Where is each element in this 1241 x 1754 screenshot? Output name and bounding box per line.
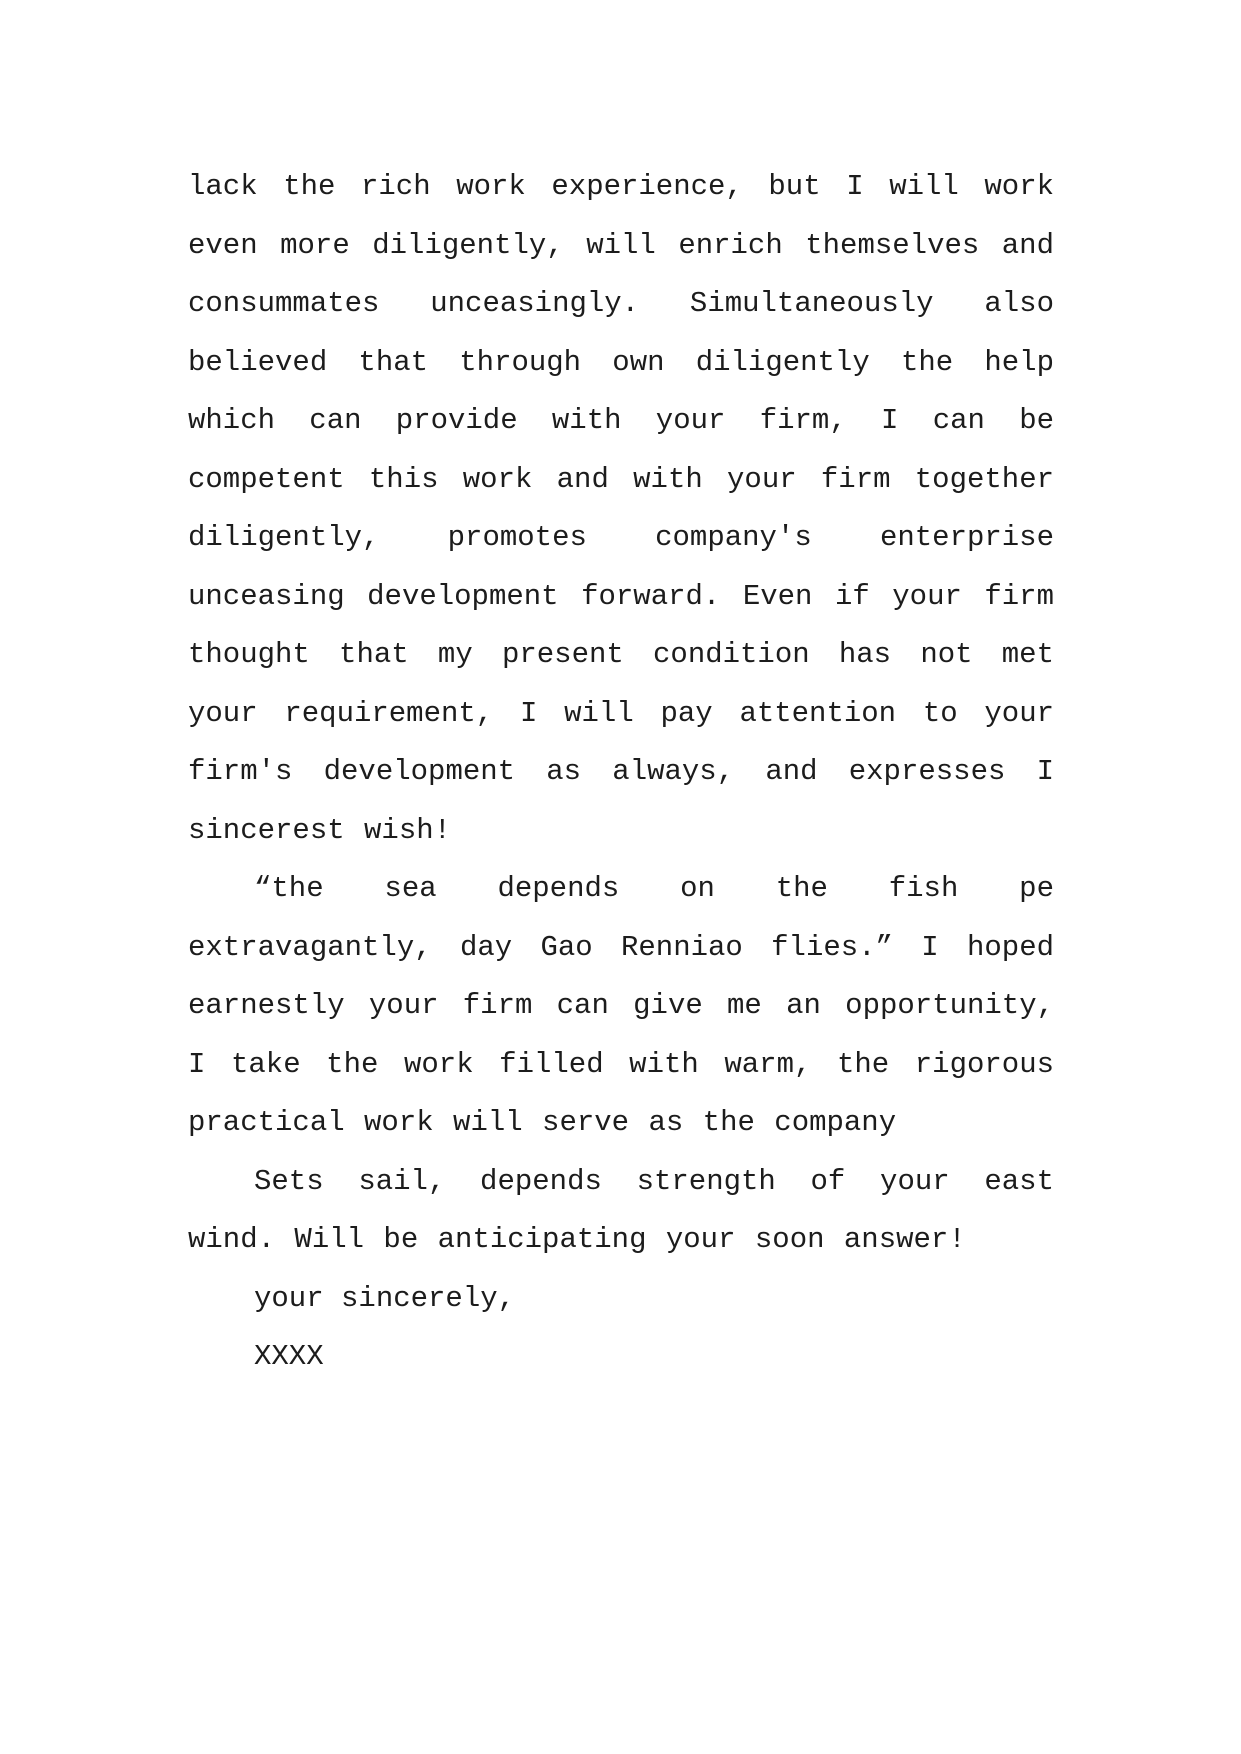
- closing-line: your sincerely,: [254, 1281, 516, 1315]
- signature: XXXX: [254, 1340, 324, 1373]
- body-paragraph-3: Sets sail, depends strength of your east wind. Will be anticipating your soon answer!: [188, 1164, 1054, 1256]
- letter-body: [188, 158, 1054, 1387]
- body-paragraph-1: lack the rich work experience, but I will work even more diligently, will enrich themselves and consummates unceasingly. Simultaneously also believed that through own diligently the help which can provide with your firm, I can be competent this work and with your firm together diligently, promotes company's enterprise unceasing development forward. Even if your firm thought that my present condition has not met your requirement, I will pay attention to your firm's development as always, and expresses I sincerest wish!: [188, 170, 1054, 847]
- body-paragraph-2: “the sea depends on the fish pe extravagantly, day Gao Renniao flies.” I hoped earnestly your firm can give me an opportunity, I take the work filled with warm, the rigorous practical work will serve as the company: [188, 872, 1054, 1139]
